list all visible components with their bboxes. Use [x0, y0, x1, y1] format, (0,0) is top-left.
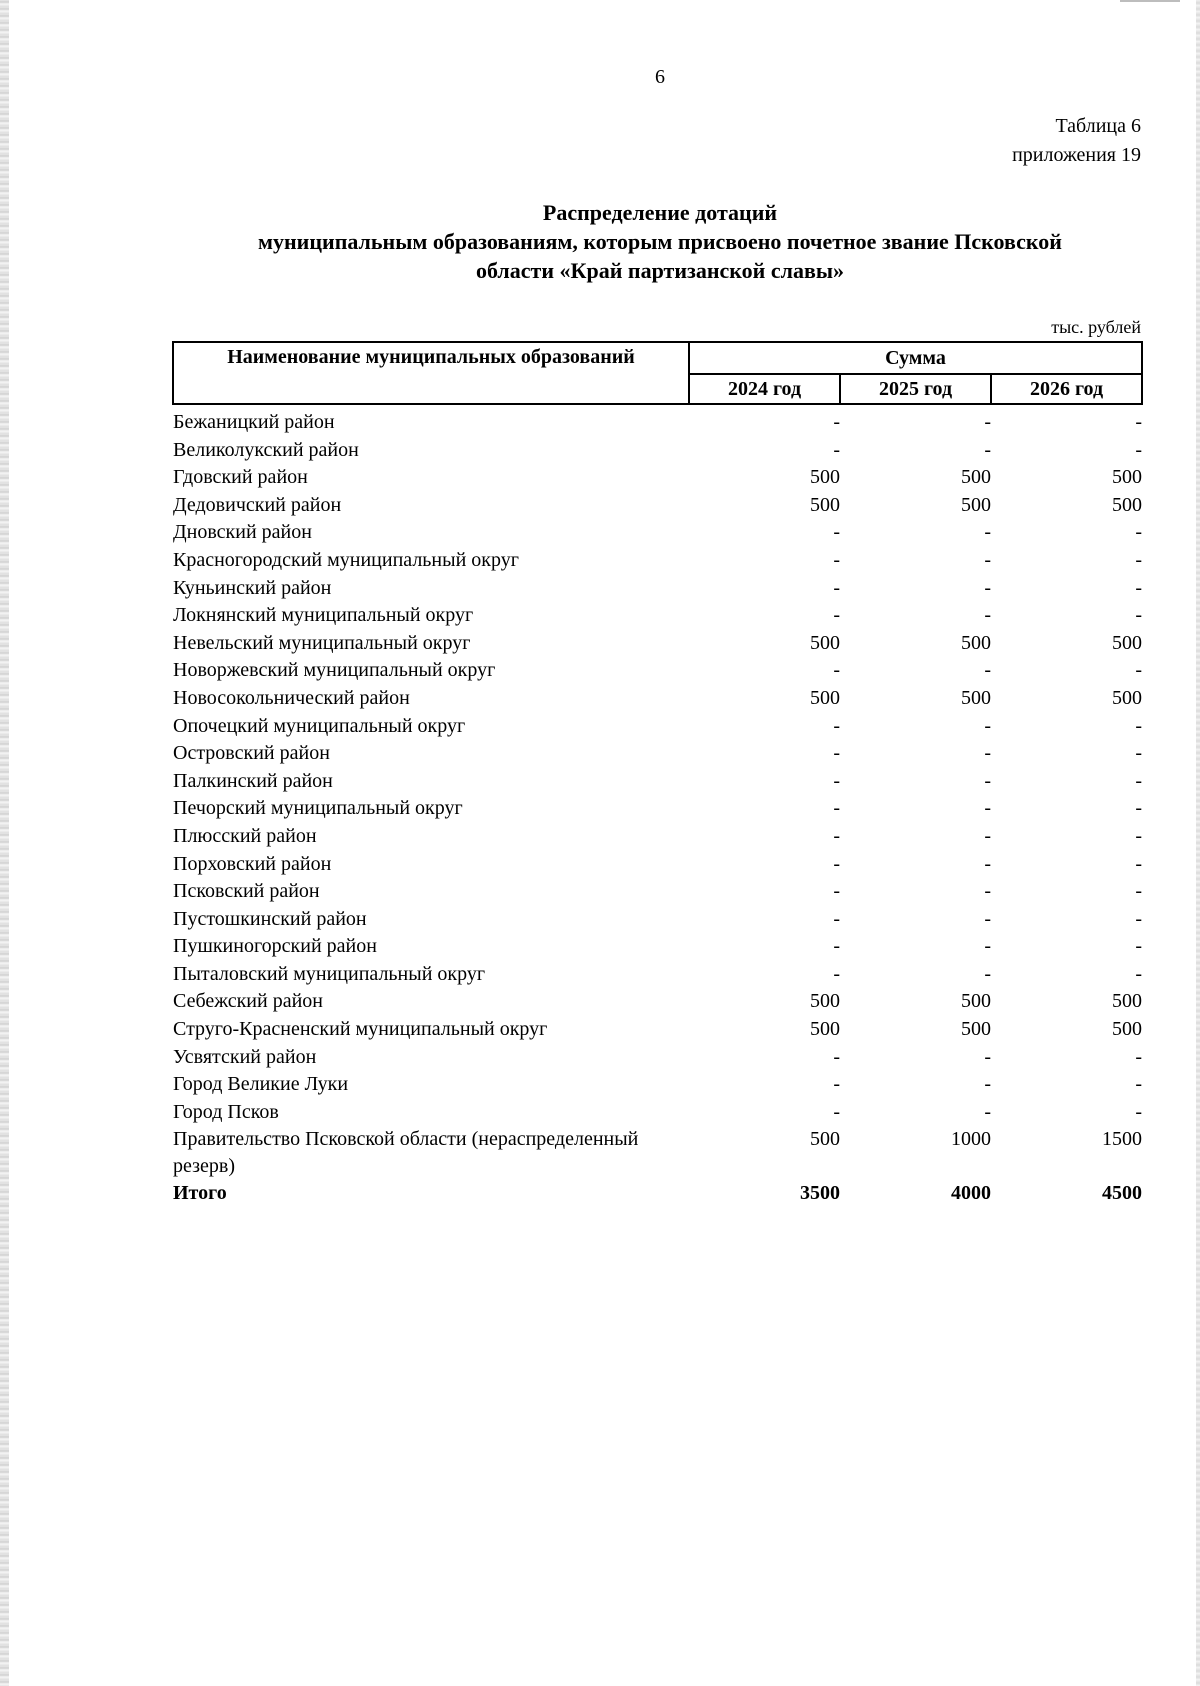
- table-row: [173, 464, 1142, 492]
- amount-2025: -: [984, 548, 991, 571]
- table-row: [173, 1044, 1142, 1072]
- table-row: [173, 547, 1142, 575]
- amount-2025: -: [984, 852, 991, 875]
- scan-edge-right: [1196, 0, 1200, 1686]
- amount-2025: -: [984, 576, 991, 599]
- amount-2026: -: [1135, 521, 1143, 544]
- amount-2026: -: [1135, 907, 1143, 930]
- amount-2026: 1500: [1102, 1128, 1143, 1151]
- amount-2024: -: [833, 604, 840, 627]
- table-header: [173, 342, 1142, 404]
- amount-2024: 500: [810, 466, 840, 489]
- amount-2025: 500: [961, 686, 991, 709]
- municipality-name: Островский район: [173, 742, 330, 765]
- header-year-2026: 2026 год: [991, 374, 1142, 404]
- amount-2024: -: [833, 824, 840, 847]
- municipality-name: Печорский муниципальный округ: [173, 797, 463, 820]
- amount-2024: -: [833, 548, 840, 571]
- municipality-name: Пустошкинский район: [173, 907, 367, 930]
- table-row: [173, 519, 1142, 547]
- document-title: [172, 198, 1148, 285]
- municipality-name: Куньинский район: [173, 576, 332, 599]
- header-year-2024: 2024 год: [689, 374, 840, 404]
- amount-2026: 500: [1112, 686, 1143, 709]
- municipality-name: Город Псков: [173, 1100, 279, 1123]
- amount-2026: 500: [1112, 1018, 1143, 1041]
- amount-2026: -: [1135, 659, 1143, 682]
- header-sum: Сумма: [689, 342, 1142, 374]
- municipality-name: Дновский район: [173, 521, 312, 544]
- amount-2024: 3500: [800, 1182, 840, 1205]
- amount-2024: -: [833, 742, 840, 765]
- amount-2025: 500: [961, 990, 991, 1013]
- amount-2026: -: [1135, 1045, 1143, 1068]
- amount-2024: -: [833, 1100, 840, 1123]
- table-reference: [1012, 112, 1141, 170]
- table-row: [173, 878, 1142, 906]
- amount-2025: -: [984, 880, 991, 903]
- table-body: [173, 404, 1142, 1208]
- amount-2025: 500: [961, 466, 991, 489]
- table-row: [173, 1126, 1142, 1180]
- table-row: [173, 630, 1142, 658]
- amount-2025: 4000: [951, 1182, 991, 1205]
- municipality-name: Новоржевский муниципальный округ: [173, 659, 496, 682]
- amount-2024: -: [833, 797, 840, 820]
- amount-2025: -: [984, 742, 991, 765]
- amount-2026: -: [1135, 852, 1143, 875]
- table-ref-line-2: приложения 19: [1012, 144, 1141, 166]
- total-row: [173, 1180, 1142, 1208]
- table-row: [173, 1016, 1142, 1044]
- amount-2024: 500: [810, 631, 840, 654]
- table-ref-line-1: Таблица 6: [1055, 115, 1141, 137]
- municipality-name: Локнянский муниципальный округ: [173, 604, 474, 627]
- municipality-name: Невельский муниципальный округ: [173, 631, 471, 654]
- amount-2026: 500: [1112, 631, 1143, 654]
- table-row: [173, 602, 1142, 630]
- municipality-name: Новосокольнический район: [173, 686, 410, 709]
- table-row: [173, 906, 1142, 934]
- municipality-name: Дедовичский район: [173, 493, 342, 516]
- municipality-name: Бежаницкий район: [173, 411, 335, 433]
- amount-2026: 500: [1112, 493, 1143, 516]
- amount-2025: -: [984, 824, 991, 847]
- municipality-name: Гдовский район: [173, 466, 308, 489]
- amount-2025: -: [984, 1100, 991, 1123]
- municipality-name: Усвятский район: [173, 1045, 317, 1068]
- title-line-1: Распределение дотаций: [542, 200, 778, 225]
- amount-2026: -: [1135, 769, 1143, 792]
- amount-2026: -: [1135, 1100, 1143, 1123]
- amount-2024: -: [833, 962, 840, 985]
- page-number: 6: [655, 66, 665, 88]
- amount-2025: -: [984, 907, 991, 930]
- amount-2026: -: [1135, 714, 1143, 737]
- amount-2024: -: [833, 935, 840, 958]
- amount-2026: -: [1135, 411, 1143, 433]
- table-row: [173, 713, 1142, 741]
- table-row: [173, 933, 1142, 961]
- amount-2025: -: [984, 411, 991, 433]
- amount-2024: -: [833, 907, 840, 930]
- header-name: Наименование муниципальных образований: [173, 342, 689, 404]
- municipality-name: Правительство Псковской области (нераспределенный резерв): [173, 1128, 639, 1178]
- amount-2026: -: [1135, 962, 1143, 985]
- municipality-name: Пыталовский муниципальный округ: [173, 962, 486, 985]
- amount-2024: 500: [810, 686, 840, 709]
- amount-2024: -: [833, 714, 840, 737]
- table-row: [173, 740, 1142, 768]
- table-row: [173, 823, 1142, 851]
- amount-2024: 500: [810, 1128, 840, 1151]
- amount-2025: -: [984, 659, 991, 682]
- table-row: [173, 768, 1142, 796]
- municipality-name: Себежский район: [173, 990, 323, 1013]
- amount-2025: -: [984, 604, 991, 627]
- municipality-name: Опочецкий муниципальный округ: [173, 714, 466, 737]
- amount-2024: -: [833, 769, 840, 792]
- amount-2026: -: [1135, 824, 1143, 847]
- table-row: [173, 685, 1142, 713]
- table-row: [173, 657, 1142, 685]
- table-row: [173, 1099, 1142, 1127]
- amount-2025: 500: [961, 631, 991, 654]
- amount-2026: 500: [1112, 990, 1143, 1013]
- amount-2026: -: [1135, 438, 1143, 461]
- amount-2024: -: [833, 521, 840, 544]
- header-year-2025: 2025 год: [840, 374, 991, 404]
- amount-2024: -: [833, 1073, 840, 1096]
- amount-2024: -: [833, 852, 840, 875]
- municipality-name: Псковский район: [173, 880, 320, 903]
- amount-2025: -: [984, 769, 991, 792]
- municipality-name: Плюсский район: [173, 824, 317, 847]
- table-row: [173, 851, 1142, 879]
- amount-2026: -: [1135, 935, 1143, 958]
- municipality-name: Пушкиногорский район: [173, 935, 377, 958]
- amount-2025: -: [984, 714, 991, 737]
- municipality-name: Порховский район: [173, 852, 332, 875]
- amount-2026: -: [1135, 604, 1143, 627]
- amount-2024: -: [833, 880, 840, 903]
- table-row: [173, 1071, 1142, 1099]
- amount-2024: 500: [810, 990, 840, 1013]
- amount-2025: 500: [961, 493, 991, 516]
- amount-2025: 1000: [951, 1128, 991, 1151]
- scan-edge-left: [0, 0, 9, 1686]
- amount-2024: 500: [810, 1018, 840, 1041]
- amount-2025: -: [984, 438, 991, 461]
- amount-2024: -: [833, 576, 840, 599]
- amount-2024: -: [833, 659, 840, 682]
- title-line-3: области «Край партизанской славы»: [475, 258, 845, 283]
- amount-2026: -: [1135, 797, 1143, 820]
- amount-2026: -: [1135, 742, 1143, 765]
- amount-2025: -: [984, 797, 991, 820]
- amount-2025: -: [984, 1073, 991, 1096]
- amount-2026: -: [1135, 1073, 1143, 1096]
- municipality-name: Итого: [173, 1182, 227, 1205]
- title-line-2: муниципальным образованиям, которым присвоено почетное звание Псковской: [258, 229, 1062, 254]
- table-row: [173, 961, 1142, 989]
- amount-2024: -: [833, 438, 840, 461]
- amount-2025: 500: [961, 1018, 991, 1041]
- amount-2026: -: [1135, 880, 1143, 903]
- table-row: [173, 795, 1142, 823]
- amount-2025: -: [984, 935, 991, 958]
- subsidy-table: [172, 341, 1143, 1208]
- amount-2025: -: [984, 521, 991, 544]
- table-row: [173, 437, 1142, 465]
- municipality-name: Струго-Красненский муниципальный округ: [173, 1018, 548, 1041]
- amount-2025: -: [984, 962, 991, 985]
- municipality-name: Город Великие Луки: [173, 1073, 349, 1096]
- amount-2024: -: [833, 411, 840, 433]
- amount-2025: -: [984, 1045, 991, 1068]
- municipality-name: Палкинский район: [173, 769, 333, 792]
- table-row: [173, 988, 1142, 1016]
- scan-mark: [1120, 0, 1180, 2]
- table-row: [173, 492, 1142, 520]
- amount-2024: 500: [810, 493, 840, 516]
- amount-2026: 4500: [1102, 1182, 1143, 1205]
- amount-2026: -: [1135, 576, 1143, 599]
- municipality-name: Великолукский район: [173, 438, 359, 461]
- units-label: тыс. рублей: [1051, 317, 1141, 337]
- table-row: [173, 404, 1142, 437]
- amount-2026: 500: [1112, 466, 1143, 489]
- table-row: [173, 575, 1142, 603]
- municipality-name: Красногородский муниципальный округ: [173, 548, 519, 571]
- amount-2024: -: [833, 1045, 840, 1068]
- amount-2026: -: [1135, 548, 1143, 571]
